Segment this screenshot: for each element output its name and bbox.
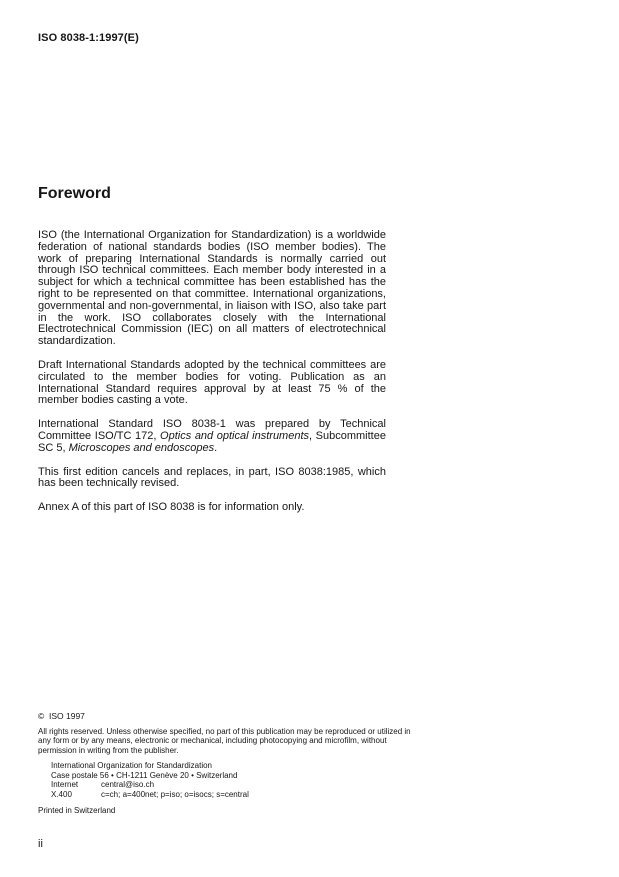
section-title: Foreword (38, 185, 111, 202)
x400-label: X.400 (51, 790, 72, 799)
paragraph-iso-federation: ISO (the International Organization for Standardization) is a worldwide federation of national standards bodies (ISO member bodies). The work of preparing International Standards is normally carried out through ISO technical committees. Each member body interested in a subject for which a technical committee has been established has the right to be represented on that committee. International organizations, governmental and non-governmental, in liaison with ISO, also take part in the work. ISO collaborates closely with the International Electrotechnical Commission (IEC) on all matters of electrotechnical standardization. (38, 229, 386, 348)
publisher-address (51, 761, 433, 799)
internet-value: central@iso.ch (101, 780, 155, 790)
copyright-line: © ISO 1997 (38, 711, 85, 721)
foreword-section (38, 185, 386, 526)
address-postal: Case postale 56 • CH-1211 Genève 20 • Switzerland (51, 770, 238, 780)
address-organization: International Organization for Standardization (51, 761, 212, 771)
document-reference: ISO 8038-1:1997(E) (38, 32, 139, 44)
imprint-footer (38, 711, 433, 815)
internet-label: Internet (51, 780, 79, 790)
address-x400-row (51, 790, 433, 800)
paragraph-technical-committee: International Standard ISO 8038-1 was prepared by Technical Committee ISO/TC 172, Optics and optical instruments, Subcommittee SC 5, Microscopes and endoscopes. (38, 418, 386, 454)
paragraph-annex-note: Annex A of this part of ISO 8038 is for information only. (38, 501, 305, 514)
x400-value: c=ch; a=400net; p=iso; o=isocs; s=central (101, 790, 249, 799)
page-number: ii (38, 838, 43, 850)
address-internet-row (51, 780, 433, 790)
paragraph-first-edition: This first edition cancels and replaces, in part, ISO 8038:1985, which has been technically revised. (38, 465, 386, 490)
paragraph-draft-standards: Draft International Standards adopted by the technical committees are circulated to the member bodies for voting. Publication as an International Standard requires approval by at least 75 % of the member bodies casting a vote. (38, 358, 386, 407)
printed-in-notice: Printed in Switzerland (38, 805, 116, 815)
rights-notice: All rights reserved. Unless otherwise specified, no part of this publication may be reproduced or utilized in any form or by any means, electronic or mechanical, including photocopying and microfilm, without permission in writing from the publisher. (38, 727, 411, 755)
